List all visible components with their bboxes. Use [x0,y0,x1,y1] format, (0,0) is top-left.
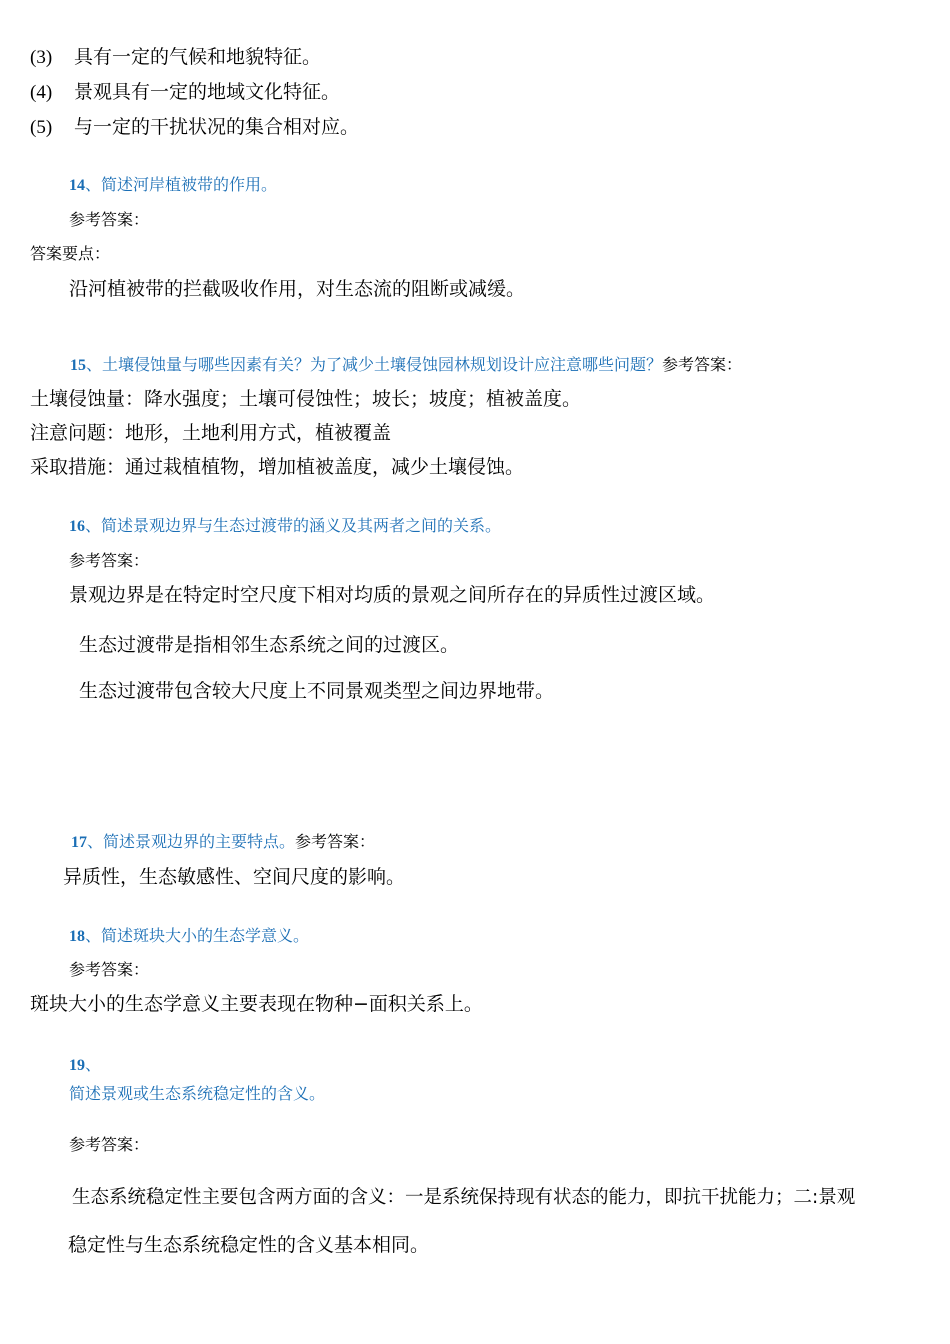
list-item-5 [30,118,359,137]
question-text: 、简述河岸植被带的作用。 [85,175,278,194]
question-text: 、简述景观边界的主要特点。 [87,832,296,851]
list-text: 景观具有一定的地域文化特征。 [74,81,341,103]
answer-text: 景观边界是在特定时空尺度下相对均质的景观之间所存在的异质性过渡区域。 [69,584,716,606]
list-item-3 [30,48,321,67]
answer-key-points-label: 答案要点： [30,244,111,263]
list-item-4 [30,83,340,102]
answer-text: 斑块大小的生态学意义主要表现在物种−面积关系上。 [30,993,483,1015]
reference-answer-label: 参考答案： [69,551,150,570]
list-number: (4) [30,82,53,103]
answer-text: 生态系统稳定性主要包含两方面的含义：一是系统保持现有状态的能力，即抗干扰能力；二:景观 [72,1187,856,1208]
answer-text: 稳定性与生态系统稳定性的含义基本相同。 [68,1234,430,1256]
list-number: (5) [30,117,53,138]
question-text: 、土壤侵蚀量与哪些因素有关？为了减少土壤侵蚀园林规划设计应注意哪些问题？ [86,355,663,374]
question-number: 14 [69,177,85,194]
question-number: 19 [69,1057,85,1074]
question-16-title [69,518,501,535]
question-number: 17 [71,834,87,851]
answer-text: 土壤侵蚀量：降水强度；土壤可侵蚀性；坡长；坡度；植被盖度。 [30,388,582,410]
question-text: 、简述斑块大小的生态学意义。 [85,926,310,945]
question-19-number [69,1057,101,1074]
answer-text: 异质性，生态敏感性、空间尺度的影响。 [63,866,406,888]
question-15-title [70,357,742,374]
reference-answer-label: 参考答案： [69,210,150,229]
question-19-title: 简述景观或生态系统稳定性的含义。 [69,1084,326,1103]
answer-text: 生态过渡带包含较大尺度上不同景观类型之间边界地带。 [79,680,555,702]
list-text: 与一定的干扰状况的集合相对应。 [74,116,360,138]
question-18-title [69,928,309,945]
question-separator: 、 [85,1055,102,1074]
answer-text: 采取措施：通过栽植植物，增加植被盖度，减少土壤侵蚀。 [30,456,525,478]
list-text: 具有一定的气候和地貌特征。 [74,46,322,68]
question-number: 15 [70,357,86,374]
question-number: 16 [69,518,85,535]
reference-answer-label: 参考答案： [295,832,376,851]
list-number: (3) [30,47,53,68]
reference-answer-label: 参考答案： [69,960,150,979]
reference-answer-label: 参考答案： [69,1135,150,1154]
answer-text: 生态过渡带是指相邻生态系统之间的过渡区。 [79,634,460,656]
answer-text: 注意问题：地形，土地利用方式，植被覆盖 [30,422,392,444]
reference-answer-label: 参考答案： [662,355,743,374]
question-17-title [71,834,375,851]
question-text: 、简述景观边界与生态过渡带的涵义及其两者之间的关系。 [85,516,502,535]
question-number: 18 [69,928,85,945]
answer-text: 沿河植被带的拦截吸收作用，对生态流的阻断或减缓。 [69,278,526,300]
question-14-title [69,177,277,194]
